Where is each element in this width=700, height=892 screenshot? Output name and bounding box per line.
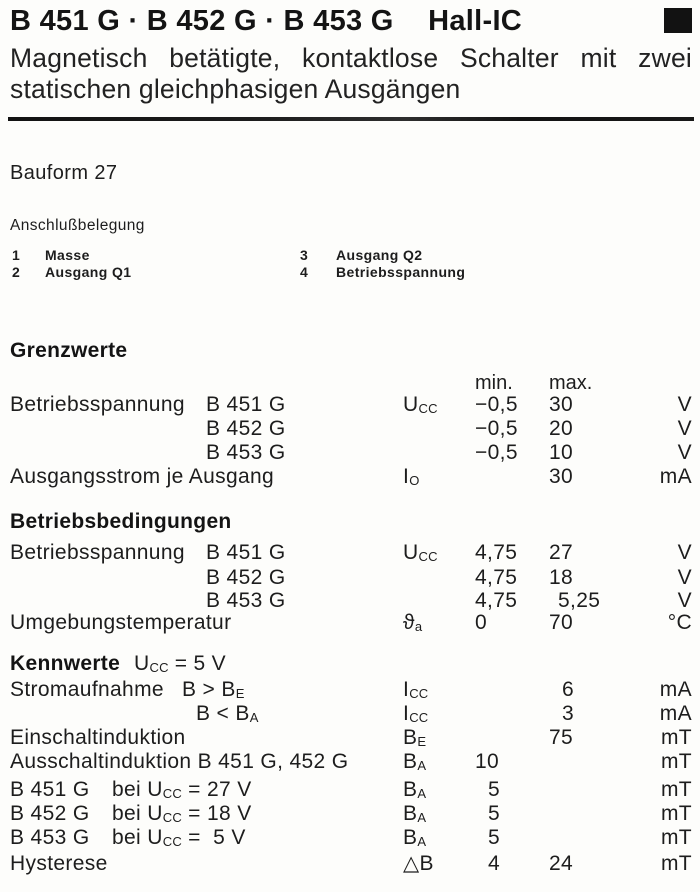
spec-max-value: 18 bbox=[549, 566, 574, 589]
spec-unit: °C bbox=[667, 611, 692, 634]
spec-unit: V bbox=[677, 441, 692, 464]
spec-device: B 451 G bbox=[206, 393, 286, 416]
spec-min-value: 4 bbox=[488, 852, 501, 875]
spec-min-value: 4,75 bbox=[475, 589, 518, 612]
spec-condition: bei $U_{CC} = 27$ V bbox=[112, 778, 252, 802]
section-heading-kennwerte bbox=[0, 651, 700, 676]
spec-max-value: 10 bbox=[549, 441, 574, 464]
section-title: Grenzwerte bbox=[10, 339, 128, 362]
spec-row bbox=[0, 702, 700, 726]
spec-device: B 451 G bbox=[206, 541, 286, 564]
spec-label: Umgebungstemperatur bbox=[10, 611, 232, 634]
spec-condition: $B > B_E$ bbox=[182, 678, 245, 702]
spec-row bbox=[0, 750, 700, 774]
spec-symbol: $U_{CC}$ bbox=[403, 541, 438, 565]
spec-max-value: 30 bbox=[549, 393, 574, 416]
spec-max-value: 20 bbox=[549, 417, 574, 440]
spec-unit: V bbox=[677, 541, 692, 564]
spec-min-value: 10 bbox=[475, 750, 500, 773]
spec-unit: mT bbox=[660, 852, 692, 875]
pin-number: 1 bbox=[12, 247, 21, 263]
spec-label: Einschaltinduktion bbox=[10, 726, 186, 749]
spec-label: Stromaufnahme bbox=[10, 678, 164, 701]
spec-device: B 453 G bbox=[206, 441, 286, 464]
section-heading-grenzwerte bbox=[0, 338, 700, 363]
spec-label: Hysterese bbox=[10, 852, 108, 875]
spec-label: Betriebsspannung bbox=[10, 393, 185, 416]
pin-label: Ausgang Q2 bbox=[336, 247, 423, 263]
spec-max-value: 27 bbox=[549, 541, 574, 564]
spec-row bbox=[0, 465, 700, 489]
spec-min-value: 0 bbox=[475, 611, 488, 634]
spec-unit: mT bbox=[660, 802, 692, 825]
bauform-label: Bauform 27 bbox=[10, 162, 118, 184]
spec-symbol: △B bbox=[403, 852, 434, 875]
column-header-max: max. bbox=[549, 372, 593, 394]
spec-row bbox=[0, 678, 700, 702]
section-title: Kennwerte bbox=[10, 652, 121, 675]
spec-label: B 453 G bbox=[10, 826, 90, 849]
spec-max-value: 24 bbox=[549, 852, 574, 875]
spec-symbol: $B_A$ bbox=[403, 802, 427, 826]
spec-unit: mT bbox=[660, 750, 692, 773]
spec-min-value: −0,5 bbox=[475, 441, 518, 464]
column-header-min: min. bbox=[475, 372, 513, 394]
spec-symbol: $I_{CC}$ bbox=[403, 678, 429, 702]
spec-device: B 452 G bbox=[206, 566, 286, 589]
spec-condition: bei $U_{CC} = 18$ V bbox=[112, 802, 252, 826]
spec-label: B 451 G bbox=[10, 778, 90, 801]
spec-unit: V bbox=[677, 393, 692, 416]
pinout-heading: Anschlußbelegung bbox=[10, 217, 145, 234]
spec-row bbox=[0, 802, 700, 826]
spec-label: B 452 G bbox=[10, 802, 90, 825]
column-header-row bbox=[0, 371, 700, 395]
subtitle: Magnetisch betätigte, kontaktlose Schalter mit zwei statischen gleichphasigen Ausgängen bbox=[10, 43, 692, 104]
spec-min-value: 5 bbox=[488, 802, 501, 825]
spec-min-value: 4,75 bbox=[475, 566, 518, 589]
spec-unit: mA bbox=[659, 678, 692, 701]
spec-row bbox=[0, 541, 700, 565]
spec-unit: V bbox=[677, 417, 692, 440]
spec-row bbox=[0, 611, 700, 635]
spec-unit: mT bbox=[660, 726, 692, 749]
spec-condition: bei $U_{CC} = 5$ V bbox=[112, 826, 246, 850]
spec-min-value: 5 bbox=[488, 778, 501, 801]
spec-min-value: −0,5 bbox=[475, 393, 518, 416]
spec-max-value: 75 bbox=[549, 726, 574, 749]
spec-row bbox=[0, 417, 700, 441]
spec-unit: V bbox=[677, 589, 692, 612]
spec-max-value: 6 bbox=[562, 678, 575, 701]
spec-device: B 452 G bbox=[206, 417, 286, 440]
spec-min-value: −0,5 bbox=[475, 417, 518, 440]
spec-unit: mA bbox=[659, 465, 692, 488]
pin-label: Betriebsspannung bbox=[336, 264, 466, 280]
spec-unit: mT bbox=[660, 826, 692, 849]
title-product-name: Hall-IC bbox=[428, 5, 523, 37]
spec-row bbox=[0, 778, 700, 802]
section-condition: $U_{CC} = 5$ V bbox=[134, 652, 226, 676]
pin-number: 4 bbox=[300, 264, 309, 280]
spec-label: Ausschaltinduktion B 451 G, 452 G bbox=[10, 750, 349, 773]
spec-symbol: $B_A$ bbox=[403, 750, 427, 774]
spec-symbol: $I_O$ bbox=[403, 465, 420, 489]
spec-unit: mA bbox=[659, 702, 692, 725]
spec-label: Betriebsspannung bbox=[10, 541, 185, 564]
spec-max-value: 3 bbox=[562, 702, 575, 725]
spec-row bbox=[0, 726, 700, 750]
pin-row bbox=[0, 247, 700, 264]
spec-unit: V bbox=[677, 566, 692, 589]
section-heading-betriebsbedingungen bbox=[0, 509, 700, 534]
spec-row bbox=[0, 826, 700, 850]
spec-row bbox=[0, 393, 700, 417]
spec-symbol: $ϑ_a$ bbox=[403, 611, 423, 635]
pin-number: 2 bbox=[12, 264, 21, 280]
title-model-list: B 451 G · B 452 G · B 453 G bbox=[10, 5, 394, 37]
horizontal-rule bbox=[8, 117, 694, 121]
brand-mark-square bbox=[664, 8, 692, 33]
spec-row bbox=[0, 566, 700, 590]
page-title bbox=[10, 4, 522, 38]
spec-symbol: $B_A$ bbox=[403, 826, 427, 850]
spec-row bbox=[0, 852, 700, 876]
spec-condition: $B < B_A$ bbox=[196, 702, 259, 726]
spec-device: B 453 G bbox=[206, 589, 286, 612]
pin-label: Masse bbox=[45, 247, 90, 263]
section-title: Betriebsbedingungen bbox=[10, 510, 232, 533]
pin-number: 3 bbox=[300, 247, 309, 263]
spec-max-value: 5,25 bbox=[558, 589, 601, 612]
spec-max-value: 30 bbox=[549, 465, 574, 488]
spec-symbol: $I_{CC}$ bbox=[403, 702, 429, 726]
spec-row bbox=[0, 441, 700, 465]
pin-label: Ausgang Q1 bbox=[45, 264, 132, 280]
spec-unit: mT bbox=[660, 778, 692, 801]
spec-max-value: 70 bbox=[549, 611, 574, 634]
spec-symbol: $U_{CC}$ bbox=[403, 393, 438, 417]
spec-min-value: 5 bbox=[488, 826, 501, 849]
spec-label: Ausgangsstrom je Ausgang bbox=[10, 465, 275, 488]
pin-row bbox=[0, 264, 700, 281]
spec-symbol: $B_E$ bbox=[403, 726, 427, 750]
spec-min-value: 4,75 bbox=[475, 541, 518, 564]
spec-row bbox=[0, 589, 700, 613]
spec-symbol: $B_A$ bbox=[403, 778, 427, 802]
